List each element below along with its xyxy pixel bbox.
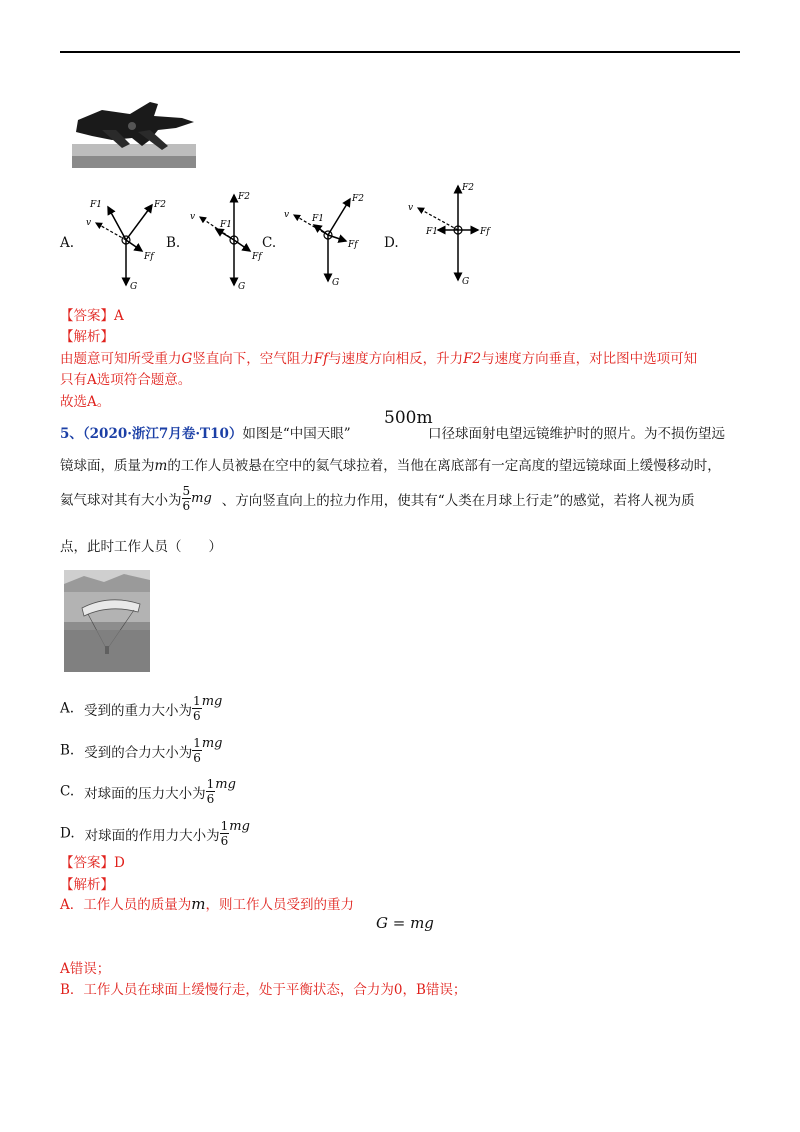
prev-answer: 【答案】A bbox=[60, 308, 124, 324]
f2-arrow bbox=[126, 205, 152, 240]
svg-text:F1: F1 bbox=[312, 214, 324, 224]
q5-dim-500m: 500m bbox=[384, 408, 433, 428]
q5-option-b[interactable]: B. 受到的合力大小为 $\frac{1}{6}$ mg bbox=[60, 736, 223, 765]
q5-analysis-title: 【解析】 bbox=[60, 877, 114, 893]
svg-text:F1: F1 bbox=[426, 227, 438, 237]
prev-analysis-line3: 故选A。 bbox=[60, 394, 111, 410]
force-diagram-a bbox=[80, 185, 170, 295]
prev-analysis-line1: 由题意可知所受重力G竖直向下，空气阻力Ff与速度方向相反，升力F2与速度方向垂直，对比图中选项可知 bbox=[60, 351, 698, 367]
force-diagram-b bbox=[186, 185, 266, 295]
q5-analysis-b: B．工作人员在球面上缓慢行走，处于平衡状态，合力为0，B错误； bbox=[60, 982, 467, 998]
q5-answer: 【答案】D bbox=[60, 855, 125, 871]
q5-stem-line1b: 口径球面射电望远镜维护时的照片。为不损伤望远 bbox=[428, 426, 725, 442]
svg-text:F2: F2 bbox=[154, 200, 166, 210]
q5-analysis-a: A．工作人员的质量为m，则工作人员受到的重力 bbox=[60, 895, 354, 913]
q5-stem-line4: 点，此时工作人员（ ） bbox=[60, 539, 222, 555]
svg-text:v: v bbox=[190, 212, 196, 222]
svg-text:G: G bbox=[332, 278, 340, 288]
tianyan-photo bbox=[64, 570, 150, 672]
svg-text:Ff: Ff bbox=[144, 252, 154, 262]
q5-a-wrong: A错误； bbox=[60, 961, 111, 977]
prev-analysis-line2: 只有A选项符合题意。 bbox=[60, 372, 192, 388]
svg-text:G: G bbox=[238, 282, 246, 292]
svg-text:F2: F2 bbox=[352, 194, 364, 204]
formula-g-mg: G = mg bbox=[376, 914, 434, 932]
svg-text:F2: F2 bbox=[238, 192, 250, 202]
q5-stem-line2: 镜球面，质量为m的工作人员被悬在空中的氦气球拉着，当他在离底部有一定高度的望远镜球面上缓慢移动时， bbox=[60, 458, 721, 474]
q5-stem-line3: 氦气球对其有大小为 $\frac{5}{6}$ mg 、方向竖直向上的拉力作用，使其有“人类在月球上行走”的感觉，若将人视为质 bbox=[60, 484, 695, 513]
q5-option-a[interactable]: A. 受到的重力大小为 $\frac{1}{6}$ mg bbox=[60, 694, 223, 723]
svg-text:Ff: Ff bbox=[480, 227, 490, 237]
fraction-5-6: $\frac{5}{6}$ bbox=[182, 484, 191, 513]
ff-arrow bbox=[126, 240, 142, 251]
svg-text:G: G bbox=[462, 277, 470, 287]
force-diagram-c bbox=[282, 185, 372, 295]
svg-text:v: v bbox=[284, 210, 290, 220]
q5-option-d[interactable]: D. 对球面的作用力大小为 $\frac{1}{6}$ mg bbox=[60, 819, 250, 848]
prev-option-d-letter: D. bbox=[384, 235, 399, 251]
svg-text:v: v bbox=[408, 203, 414, 213]
q5-option-c[interactable]: C. 对球面的压力大小为 $\frac{1}{6}$ mg bbox=[60, 777, 236, 806]
svg-text:Ff: Ff bbox=[252, 252, 262, 262]
svg-text:F1: F1 bbox=[90, 200, 102, 210]
prev-option-c-letter: C. bbox=[262, 235, 277, 251]
prev-analysis-title: 【解析】 bbox=[60, 329, 114, 345]
svg-text:F1: F1 bbox=[220, 220, 232, 230]
svg-text:v: v bbox=[86, 218, 92, 228]
prev-option-a-letter: A. bbox=[60, 235, 75, 251]
q5-stem-line1: 5、（2020·浙江7月卷·T10）如图是“中国天眼” bbox=[60, 426, 351, 442]
prev-option-b-letter: B. bbox=[166, 235, 181, 251]
header-rule bbox=[60, 51, 740, 53]
svg-text:Ff: Ff bbox=[348, 240, 358, 250]
aircraft-photo bbox=[72, 100, 196, 168]
force-diagram-d bbox=[404, 180, 504, 295]
svg-text:F2: F2 bbox=[462, 183, 474, 193]
svg-text:G: G bbox=[130, 282, 138, 292]
